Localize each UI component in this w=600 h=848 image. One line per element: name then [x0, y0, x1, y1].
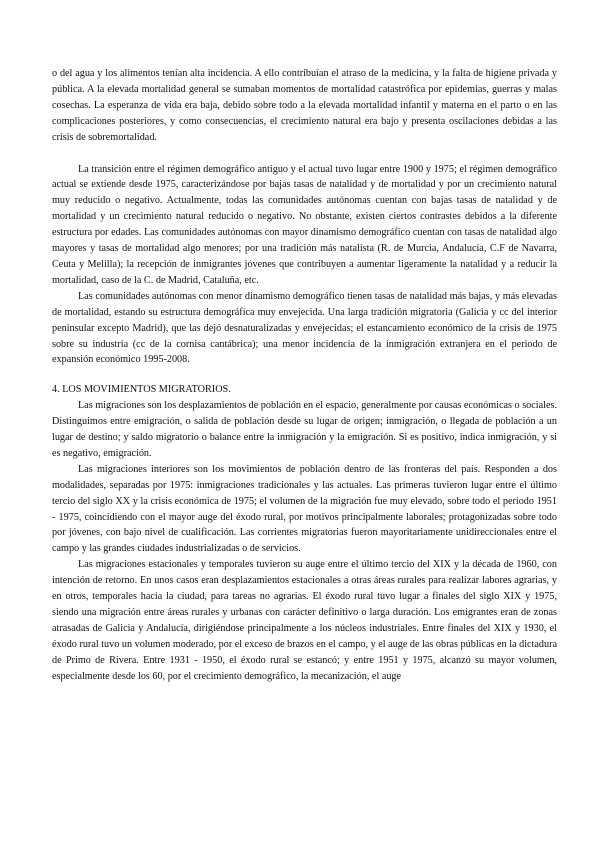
- paragraph-low-dynamism: Las comunidades autónomas con menor dinamismo demográfico tienen tasas de natalidad más bajas, y más elevadas de mortalidad, estando su estructura demográfica muy envejecida. Una larga tradición migratoria (Galicia y cc del interior peninsular excepto Madrid), que las dejó desnaturalizadas y envejecidas; el estancamiento económico de la crisis de 1975 sobre su industria (cc de la cornisa cantábrica); una menor incidencia de la inmigración extranjera en el periodo de expansión económico 1995-2008.: [52, 290, 557, 366]
- paragraph-mortality: o del agua y los alimentos tenían alta incidencia. A ello contribuían el atraso de la medicina, y la falta de higiene privada y pública. A la elevada mortalidad general se sumaban momentos de mortalidad catastrófica por epidemias, guerras y malas cosechas. La esperanza de vida era baja, debido sobre todo a la elevada mortalidad infantil y materna en el parto o en las complicaciones posteriores, y como consecuencias, el crecimiento natural era bajo y presenta oscilaciones debidas a las crisis de sobremortalidad.: [52, 68, 557, 143]
- paragraph-seasonal-migrations: Las migraciones estacionales y temporales tuvieron su auge entre el último tercio del XIX y la década de 1960, con intención de retorno. En unos casos eran desplazamientos estacionales a otras áreas rurales para realizar labores agrarias, y en otros, temporales hacia la ciudad, para tareas no agrarias. El éxodo rural tuvo lugar a finales del siglo XIX y 1975, siendo una migración entre áreas rurales y urbanas con carácter definitivo o larga duración. Los emigrantes eran de zonas atrasadas de Galicia y Andalucía, dirigiéndose principalmente a los núcleos industriales. Entre finales del XIX y 1930, el éxodo rural tuvo un volumen moderado, por el exceso de brazos en el campo, y el auge de las obras públicas en la dictadura de Primo de Rivera. Entre 1931 - 1950, el éxodo rural se estancó; y entre 1951 y 1975, alcanzó su mayor volumen, especialmente desde los 60, por el crecimiento demográfico, la mecanización, el auge: [52, 559, 557, 682]
- document-page: [52, 66, 557, 685]
- paragraph-internal-migrations: Las migraciones interiores son los movimientos de población dentro de las fronteras del país. Responden a dos modalidades, separadas por 1975: inmigraciones tradicionales y las actuales. Las primeras tuvieron lugar entre el último tercio del siglo XX y la crisis económica de 1975; el volumen de la migración fue muy elevado, sobre todo el periodo 1951 - 1975, coincidiendo con el mayor auge del éxodo rural, por motivos principalmente laborales; protagonizadas sobre todo por jóvenes, con bajo nivel de cualificación. Las corrientes migratorias fueron mayoritariamente unidireccionales entre el campo y las grandes ciudades industrializadas o de servicios.: [52, 463, 557, 555]
- section-heading: 4. LOS MOVIMIENTOS MIGRATORIOS.: [52, 384, 231, 396]
- paragraph-migrations-definition: Las migraciones son los desplazamientos de población en el espacio, generalmente por causas económicas o sociales. Distinguimos entre emigración, o salida de población desde su lugar de origen; inmigración, o llegada de población a un lugar de destino; y saldo migratorio o balance entre la inmigración y la emigración. Si es positivo, indica inmigración, y si es negativo, emigración.: [52, 400, 557, 459]
- paragraph-demographic-transition: La transición entre el régimen demográfico antiguo y el actual tuvo lugar entre 1900 y 1975; el régimen demográfico actual se extiende desde 1975, caracterizándose por bajas tasas de natalidad y de mortalidad y por un crecimiento natural muy reducido o negativo. Actualmente, todas las comunidades autónomas cuentan con bajas tasas de natalidad y de mortalidad y un crecimiento natural reducido o negativo. No obstante, existen ciertos contrastes debidos a la diferente estructura por edades. Las comunidades autónomas con mayor dinamismo demográfico cuentan con tasas de natalidad algo mayores y tasas de mortalidad algo menores; por una tradición más natalista (R. de Murcia, Andalucía, C.F de Navarra, Ceuta y Melilla); la recepción de inmigrantes jóvenes que contribuyen a aumentar ligeramente la natalidad y a reducir la mortalidad, caso de la C. de Madrid, Cataluña, etc.: [52, 163, 557, 286]
